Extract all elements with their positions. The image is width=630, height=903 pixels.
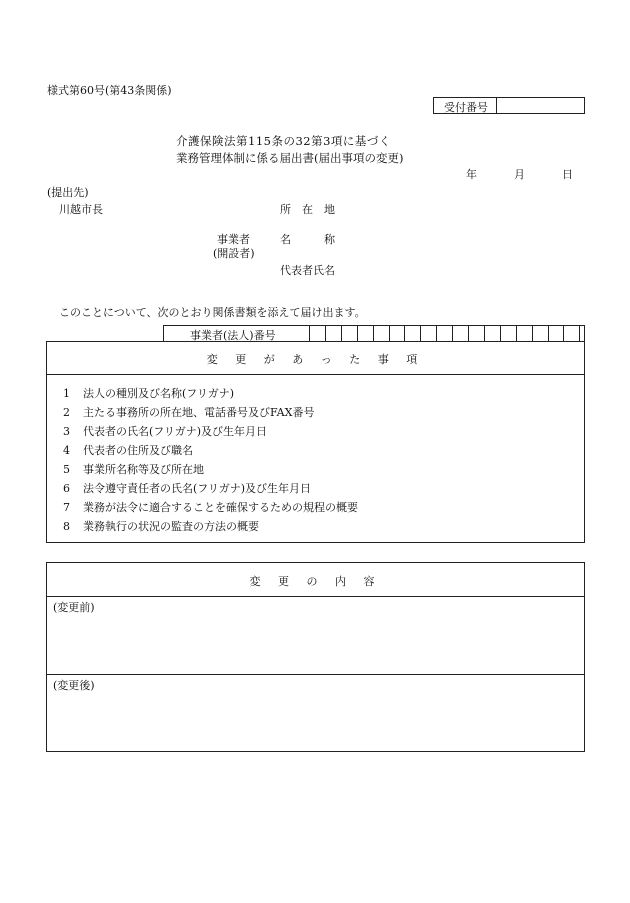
business-number-digit-cell[interactable] [484, 326, 500, 341]
changed-item-text: 主たる事務所の所在地、電話番号及びFAX番号 [83, 406, 315, 419]
changed-item-number: 4 [63, 444, 70, 457]
submit-to-label: (提出先) [47, 186, 89, 199]
change-content-divider-top [47, 596, 584, 597]
business-number-digit-cell[interactable] [516, 326, 532, 341]
changed-item-number: 8 [63, 520, 70, 533]
changed-item-text: 業務が法令に適合することを確保するための規程の概要 [83, 501, 358, 514]
changed-item-row [63, 461, 204, 477]
changed-item-number: 7 [63, 501, 70, 514]
representative-label: 代表者氏名 [280, 264, 335, 277]
business-number-digit-cell[interactable] [357, 326, 373, 341]
after-label: (変更後) [53, 679, 95, 692]
before-label: (変更前) [53, 601, 95, 614]
change-content-header-text: 変 更 の 内 容 [249, 575, 382, 588]
name-label: 名 称 [280, 233, 335, 246]
changed-item-row [63, 499, 358, 515]
receipt-box [433, 97, 585, 114]
business-number-digit-cell[interactable] [468, 326, 484, 341]
business-number-digit-cell[interactable] [309, 326, 325, 341]
changed-item-text: 代表者の氏名(フリガナ)及び生年月日 [83, 425, 268, 438]
changed-item-number: 3 [63, 425, 70, 438]
date-year: 年 [466, 168, 477, 181]
changed-item-number: 1 [63, 387, 70, 400]
changed-item-row [63, 404, 314, 420]
business-number-box [163, 325, 585, 342]
after-content-field[interactable] [53, 689, 578, 749]
title-line2: 業務管理体制に係る届出書(届出事項の変更) [176, 151, 404, 165]
business-number-digit-cell[interactable] [579, 326, 595, 341]
changed-item-number: 6 [63, 482, 70, 495]
title-line1: 介護保険法第115条の32第3項に基づく [176, 134, 391, 148]
changed-item-row [63, 518, 259, 534]
business-number-digit-cell[interactable] [452, 326, 468, 341]
change-content-box [46, 562, 585, 752]
business-number-label: 事業者(法人)番号 [190, 329, 276, 342]
change-content-header [47, 573, 584, 589]
before-content-field[interactable] [53, 611, 578, 671]
receipt-label: 受付番号 [444, 101, 488, 114]
address-label: 所 在 地 [280, 203, 335, 216]
changed-item-text: 法令遵守責任者の氏名(フリガナ)及び生年月日 [83, 482, 312, 495]
changed-items-header-text: 変 更 が あ っ た 事 項 [206, 353, 425, 366]
changed-items-box [46, 341, 585, 543]
business-number-digit-cell[interactable] [325, 326, 341, 341]
changed-item-number: 2 [63, 406, 70, 419]
changed-items-divider [47, 374, 584, 375]
business-number-digit-cell[interactable] [548, 326, 564, 341]
changed-item-text: 事業所名称等及び所在地 [83, 463, 204, 476]
form-id: 様式第60号(第43条関係) [47, 84, 172, 97]
changed-item-row [63, 385, 234, 401]
business-number-digit-cell[interactable] [563, 326, 579, 341]
business-number-digit-cell[interactable] [404, 326, 420, 341]
submit-to-name: 川越市長 [59, 203, 103, 216]
applicant-role: 事業者 [217, 233, 250, 246]
statement-text: このことについて、次のとおり関係書類を添えて届け出ます。 [59, 306, 366, 319]
business-number-digit-cell[interactable] [373, 326, 389, 341]
changed-item-row [63, 480, 311, 496]
changed-item-row [63, 442, 193, 458]
changed-item-row [63, 423, 267, 439]
receipt-divider [496, 98, 497, 113]
business-number-digit-cell[interactable] [436, 326, 452, 341]
applicant-role-sub: (開設者) [213, 247, 255, 260]
changed-item-text: 法人の種別及び名称(フリガナ) [83, 387, 235, 400]
change-content-divider-mid [47, 674, 584, 675]
date-month: 月 [514, 168, 525, 181]
changed-items-header [47, 351, 584, 367]
changed-item-number: 5 [63, 463, 70, 476]
changed-item-text: 業務執行の状況の監査の方法の概要 [83, 520, 259, 533]
business-number-digit-cell[interactable] [532, 326, 548, 341]
changed-item-text: 代表者の住所及び職名 [83, 444, 193, 457]
business-number-digit-cell[interactable] [389, 326, 405, 341]
date-day: 日 [562, 168, 573, 181]
business-number-digit-cell[interactable] [500, 326, 516, 341]
business-number-digit-cell[interactable] [341, 326, 357, 341]
business-number-digit-cell[interactable] [420, 326, 436, 341]
